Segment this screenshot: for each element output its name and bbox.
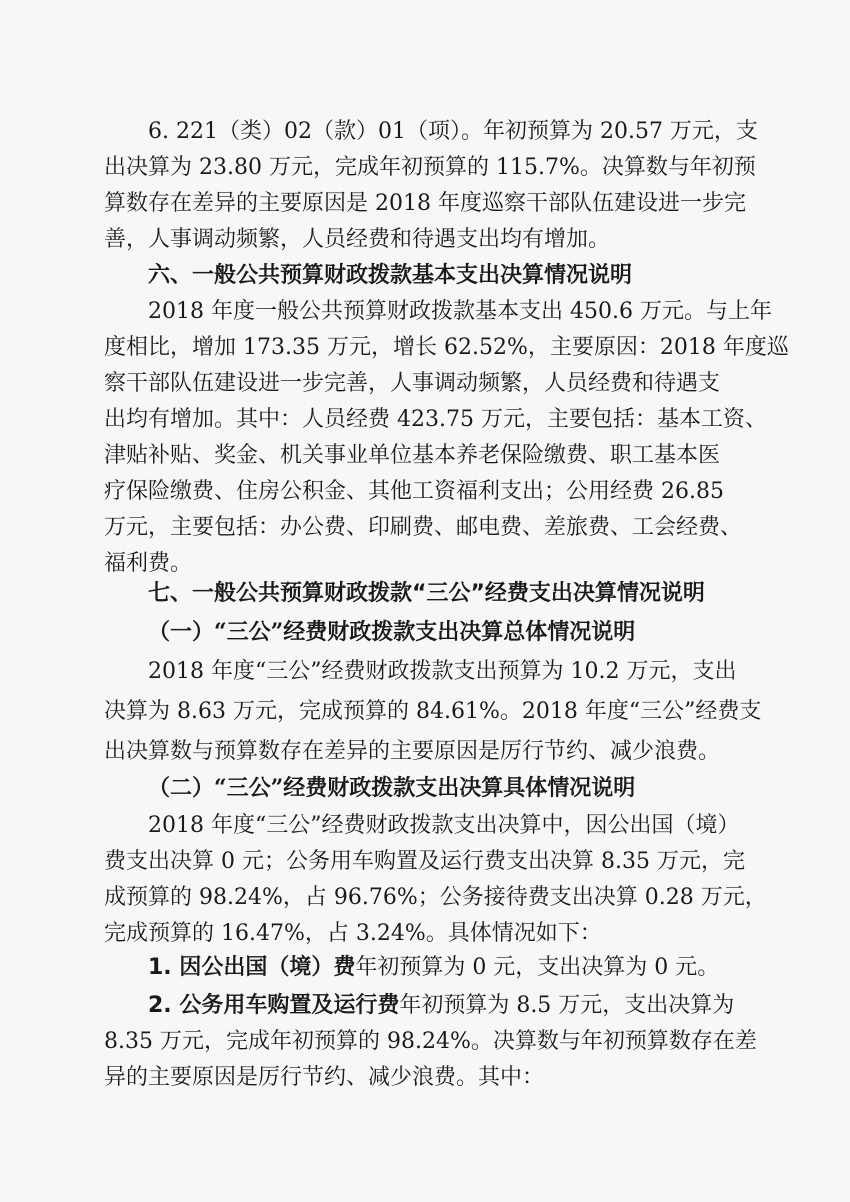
text-line: 6. 221（类）02（款）01（项）。年初预算为 20.57 万元，支: [148, 119, 758, 144]
paragraph-basic-expenditure: [104, 294, 789, 582]
subheading-overall: [104, 614, 764, 650]
paragraph-specific: [104, 808, 767, 952]
subheading-specific: [104, 770, 764, 806]
text-line: 费支出决算 0 元；公务用车购置及运行费支出决算 8.35 万元，完: [104, 849, 745, 874]
text-line: 异的主要原因是厉行节约、减少浪费。其中：: [104, 1065, 545, 1090]
heading-text: 七、一般公共预算财政拨款“三公”经费支出决算情况说明: [148, 581, 705, 606]
text-line: 成预算的 98.24%，占 96.76%；公务接待费支出决算 0.28 万元，: [104, 885, 767, 910]
text-line: 出均有增加。其中：人员经费 423.75 万元，主要包括：基本工资、: [104, 407, 767, 432]
text-line: [104, 988, 764, 1024]
item-1-text: 年初预算为 0 元，支出决算为 0 元。: [355, 955, 720, 980]
heading-text: 六、一般公共预算财政拨款基本支出决算情况说明: [148, 263, 633, 288]
text-line: 出决算为 23.80 万元，完成年初预算的 115.7%。决算数与年初预: [104, 155, 756, 180]
text-line: 完成预算的 16.47%，占 3.24%。具体情况如下：: [104, 921, 602, 946]
text-line: 2018 年度“三公”经费财政拨款支出决算中，因公出国（境）: [148, 813, 740, 838]
text-line: 疗保险缴费、住房公积金、其他工资福利支出；公用经费 26.85: [104, 479, 724, 504]
text-line: 2018 年度“三公”经费财政拨款支出预算为 10.2 万元，支出: [148, 659, 737, 684]
text-line: 善，人事调动频繁，人员经费和待遇支出均有增加。: [104, 227, 611, 252]
text-line: 福利费。: [104, 551, 193, 576]
subheading-text: （一）“三公”经费财政拨款支出决算总体情况说明: [148, 619, 636, 645]
text-line: 万元，主要包括：办公费、印刷费、邮电费、差旅费、工会经费、: [104, 515, 743, 540]
section-heading-six: [104, 258, 764, 294]
item-2-label: 2. 公务用车购置及运行费: [148, 993, 400, 1018]
subheading-text: （二）“三公”经费财政拨款支出决算具体情况说明: [148, 775, 636, 801]
text-line: 8.35 万元，完成年初预算的 98.24%。决算数与年初预算数存在差: [104, 1029, 757, 1054]
item-1-label: 1. 因公出国（境）费: [148, 955, 356, 980]
section-heading-seven: [104, 576, 764, 612]
paragraph-overall: [104, 652, 764, 772]
text-line: 2018 年度一般公共预算财政拨款基本支出 450.6 万元。与上年: [148, 299, 772, 324]
text-line: 出决算数与预算数存在差异的主要原因是厉行节约、减少浪费。: [104, 739, 721, 764]
text-line: 度相比，增加 173.35 万元，增长 62.52%，主要原因：2018 年度巡: [104, 335, 789, 360]
text-line: 察干部队伍建设进一步完善，人事调动频繁，人员经费和待遇支: [104, 371, 721, 396]
paragraph-item-2: [104, 988, 764, 1096]
paragraph-item-1: [104, 950, 764, 986]
item-2-text: 年初预算为 8.5 万元，支出决算为: [399, 993, 735, 1018]
text-line: 算数存在差异的主要原因是 2018 年度巡察干部队伍建设进一步完: [104, 191, 746, 216]
text-line: [104, 950, 764, 986]
paragraph-item-6: [104, 114, 764, 258]
text-line: 津贴补贴、奖金、机关事业单位基本养老保险缴费、职工基本医: [104, 443, 721, 468]
text-line: 决算为 8.63 万元，完成预算的 84.61%。2018 年度“三公”经费支: [104, 699, 762, 724]
